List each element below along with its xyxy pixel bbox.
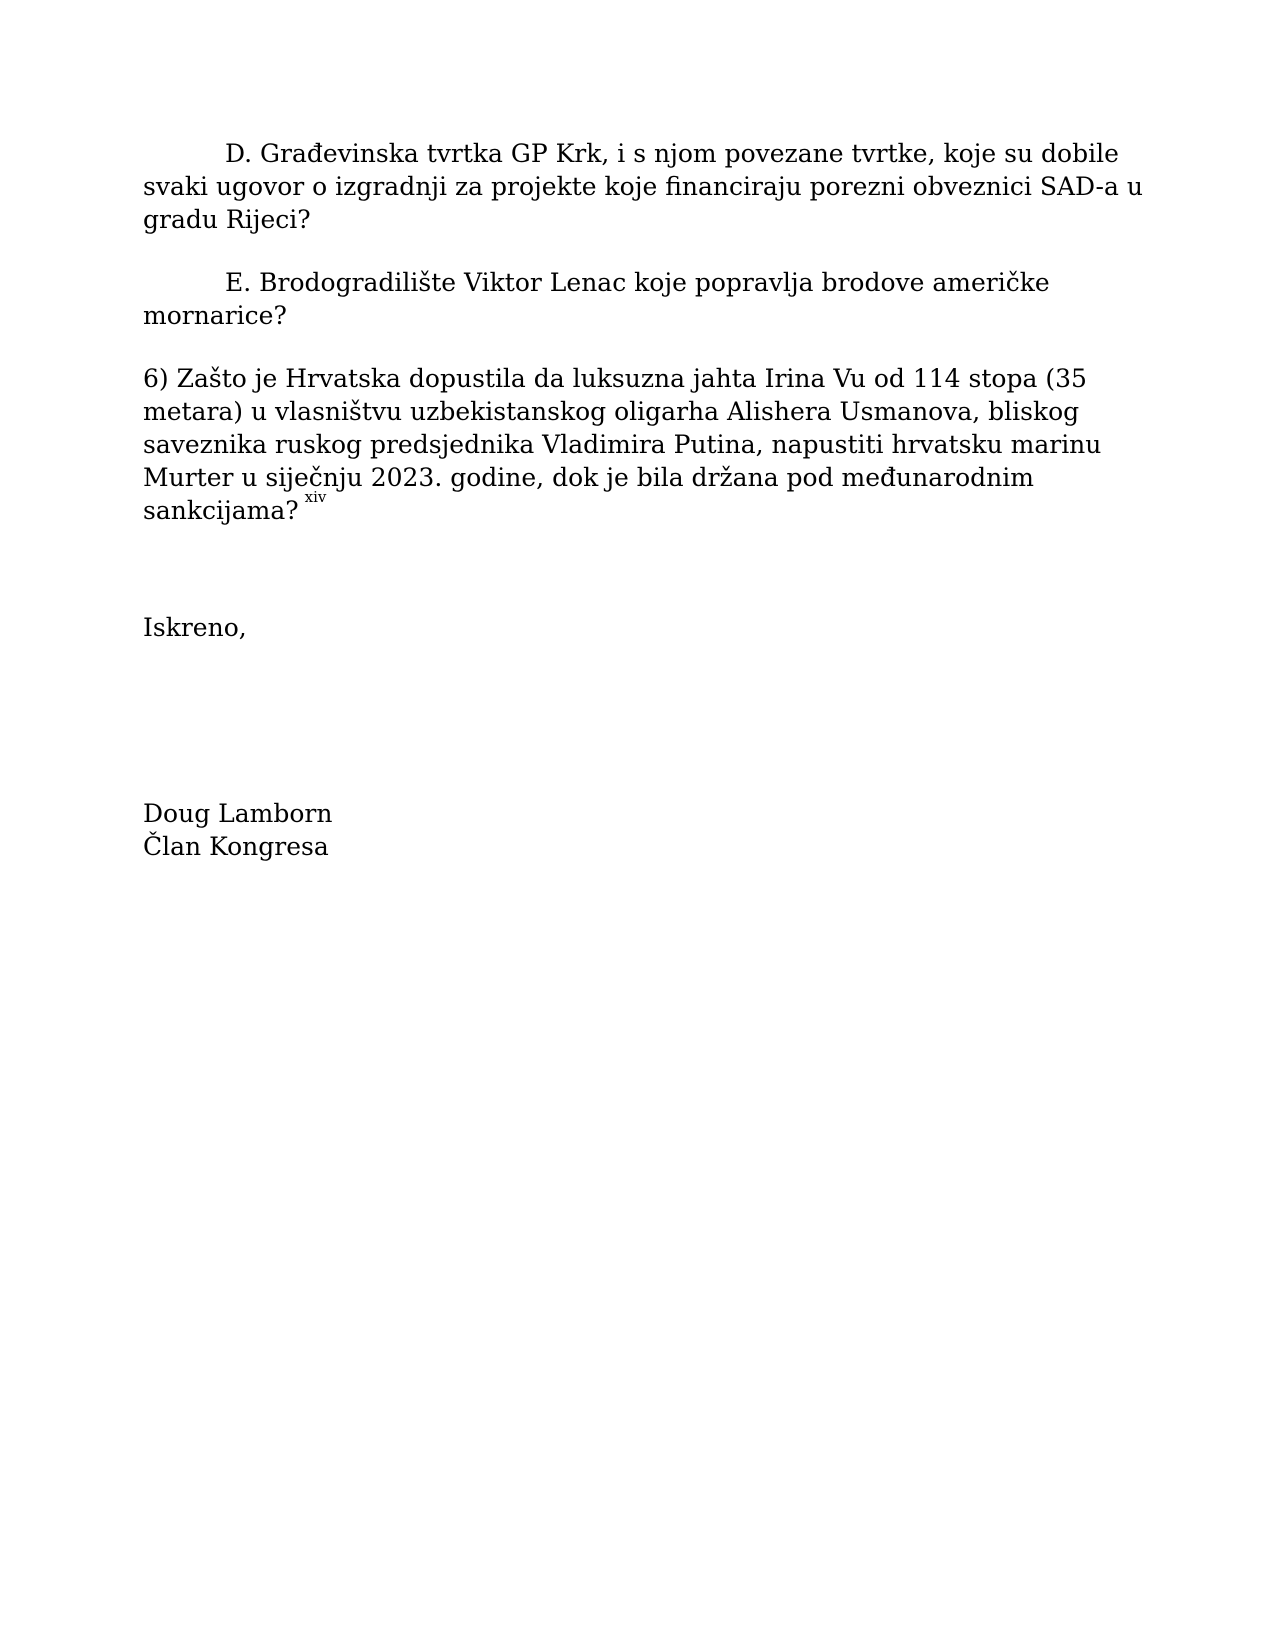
paragraph-line: Murter u siječnju 2023. godine, dok je bila držana pod međunarodnim: [143, 463, 1034, 492]
paragraph-question-6: [143, 362, 1125, 527]
paragraph-line: metara) u vlasništvu uzbekistanskog oligarha Alishera Usmanova, bliskog: [143, 397, 1080, 426]
endnote-marker: xiv: [304, 487, 327, 506]
signature-title: Član Kongresa: [143, 832, 329, 861]
paragraph-line: [143, 487, 1125, 527]
paragraph-line: E. Brodogradilište Viktor Lenac koje popravlja brodove američke: [225, 268, 1050, 297]
paragraph-line: gradu Rijeci?: [143, 205, 311, 234]
paragraph-line: D. Građevinska tvrtka GP Krk, i s njom povezane tvrtke, koje su dobile: [225, 139, 1119, 168]
closing-salutation: Iskreno,: [143, 613, 247, 642]
paragraph-line: mornarice?: [143, 301, 287, 330]
paragraph-line: saveznika ruskog predsjednika Vladimira Putina, napustiti hrvatsku marinu: [143, 430, 1102, 459]
signature-name: Doug Lamborn: [143, 799, 333, 828]
paragraph-line: 6) Zašto je Hrvatska dopustila da luksuzna jahta Irina Vu od 114 stopa (35: [143, 364, 1087, 393]
paragraph-line: svaki ugovor o izgradnji za projekte koje financiraju porezni obveznici SAD-a u: [143, 172, 1143, 201]
signature-block: [143, 797, 1125, 863]
paragraph-item-d: [143, 137, 1143, 236]
paragraph-item-e: [143, 266, 1125, 332]
paragraph-line-text: sankcijama?: [143, 496, 299, 525]
